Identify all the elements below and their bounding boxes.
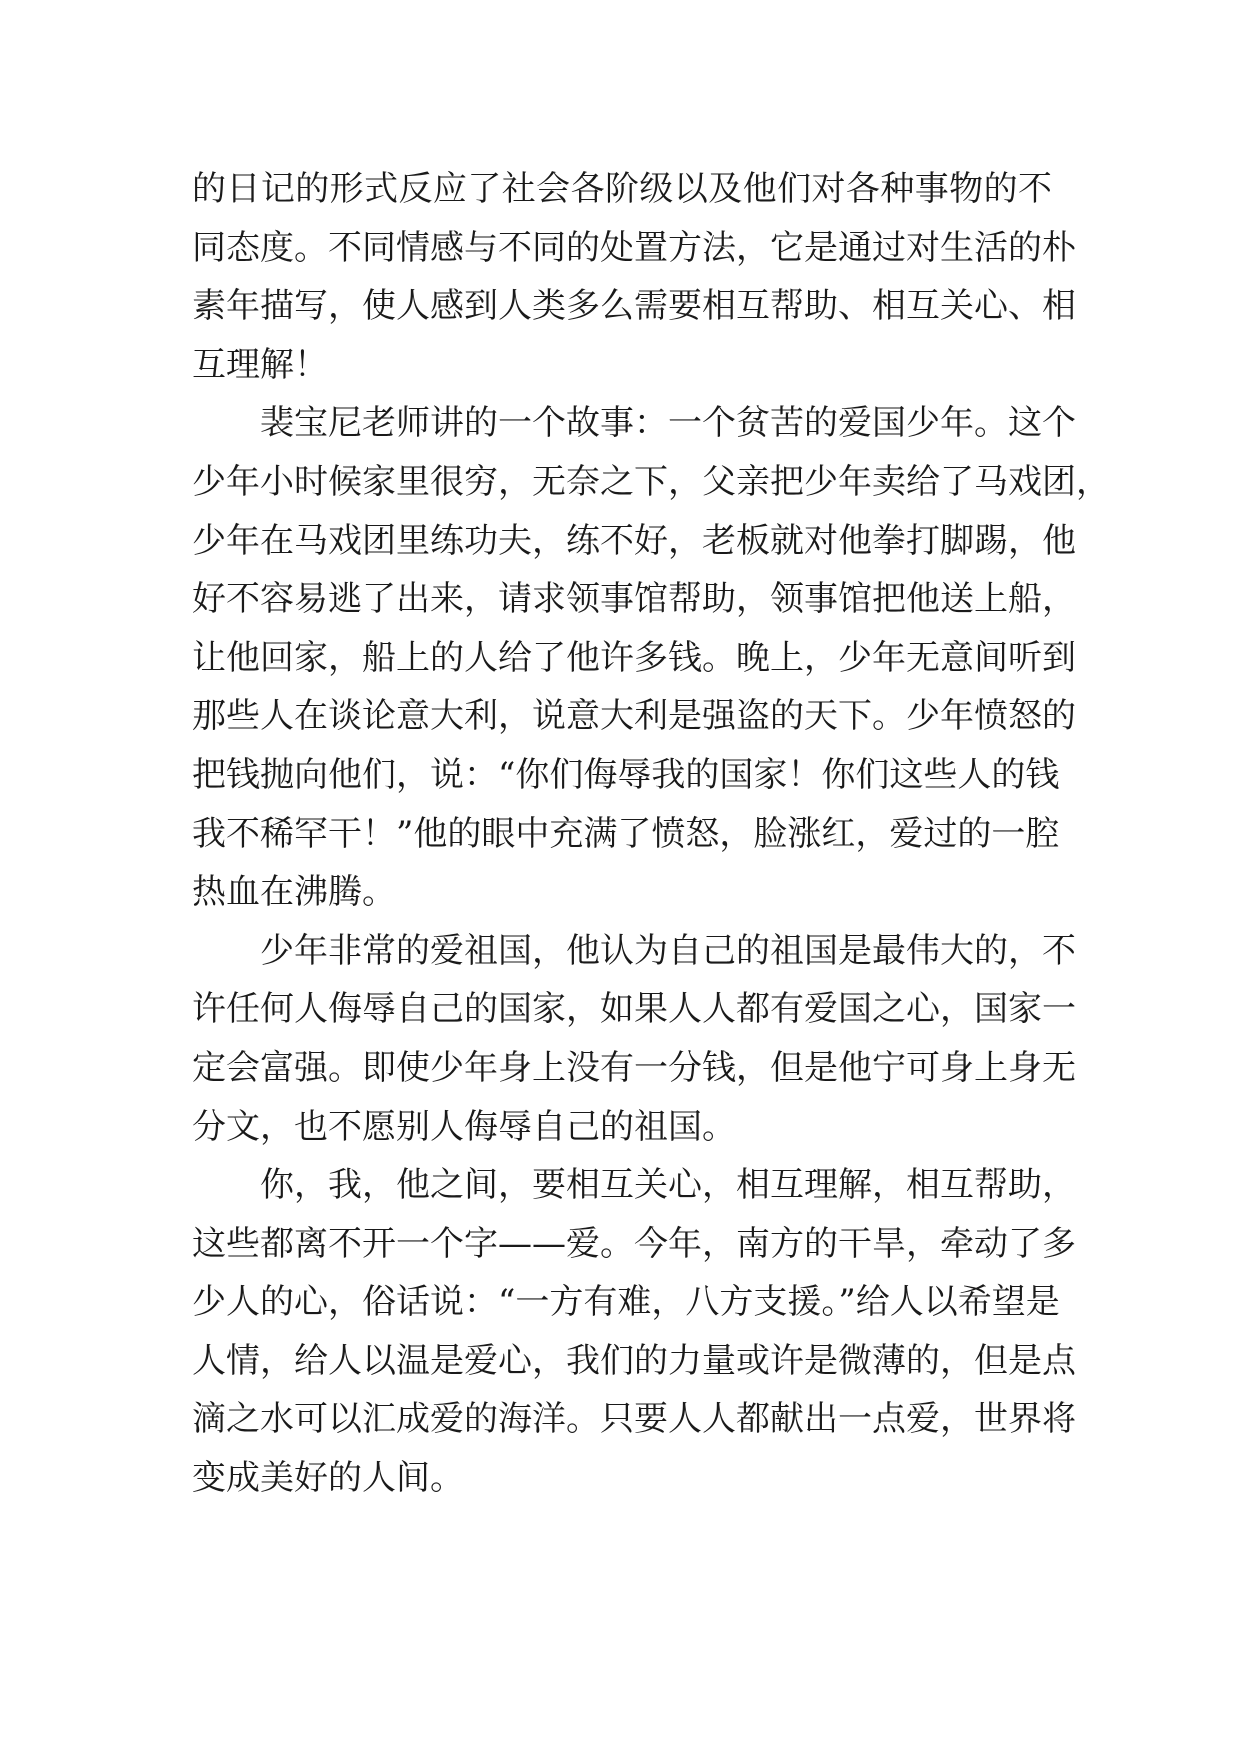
text-line: 热血在沸腾。	[192, 872, 396, 913]
text-line: 好不容易逃了出来，请求领事馆帮助，领事馆把他送上船，	[192, 579, 1076, 620]
text-line: 裴宝尼老师讲的一个故事：一个贫苦的爱国少年。这个	[260, 403, 1076, 444]
text-line: 少年在马戏团里练功夫，练不好，老板就对他拳打脚踢，他	[192, 520, 1076, 561]
paragraph-3	[192, 922, 1076, 1156]
text-line: 你，我，他之间，要相互关心，相互理解，相互帮助，	[260, 1165, 1076, 1206]
text-line: 分文，也不愿别人侮辱自己的祖国。	[192, 1106, 736, 1147]
text-line: 同态度。不同情感与不同的处置方法，它是通过对生活的朴	[192, 227, 1076, 268]
paragraph-2	[192, 394, 1110, 921]
text-line: 变成美好的人间。	[192, 1458, 464, 1499]
text-line: 许任何人侮辱自己的国家，如果人人都有爱国之心，国家一	[192, 989, 1076, 1030]
text-line: 这些都离不开一个字——爱。今年，南方的干旱，牵动了多	[192, 1223, 1076, 1264]
text-line: 少年小时候家里很穷，无奈之下，父亲把少年卖给了马戏团，	[192, 461, 1110, 502]
text-line: 素年描写，使人感到人类多么需要相互帮助、相互关心、相	[192, 286, 1076, 327]
text-line: 把钱抛向他们，说：“你们侮辱我的国家！你们这些人的钱	[192, 754, 1060, 795]
text-line: 定会富强。即使少年身上没有一分钱，但是他宁可身上身无	[192, 1047, 1076, 1088]
text-line: 滴之水可以汇成爱的海洋。只要人人都献出一点爱，世界将	[192, 1399, 1076, 1440]
text-line: 那些人在谈论意大利，说意大利是强盗的天下。少年愤怒的	[192, 696, 1076, 737]
text-line: 人情，给人以温是爱心，我们的力量或许是微薄的，但是点	[192, 1340, 1076, 1381]
body-text	[192, 160, 1110, 1508]
text-line: 少年非常的爱祖国，他认为自己的祖国是最伟大的，不	[260, 930, 1076, 971]
text-line: 让他回家，船上的人给了他许多钱。晚上，少年无意间听到	[192, 637, 1076, 678]
paragraph-4	[192, 1156, 1076, 1508]
text-line: 互理解！	[192, 344, 328, 385]
text-line: 少人的心，俗话说：“一方有难，八方支援。”给人以希望是	[192, 1282, 1060, 1323]
paragraph-1	[192, 160, 1076, 394]
text-line: 我不稀罕干！”他的眼中充满了愤怒，脸涨红，爱过的一腔	[192, 813, 1060, 854]
text-line: 的日记的形式反应了社会各阶级以及他们对各种事物的不	[192, 169, 1052, 209]
